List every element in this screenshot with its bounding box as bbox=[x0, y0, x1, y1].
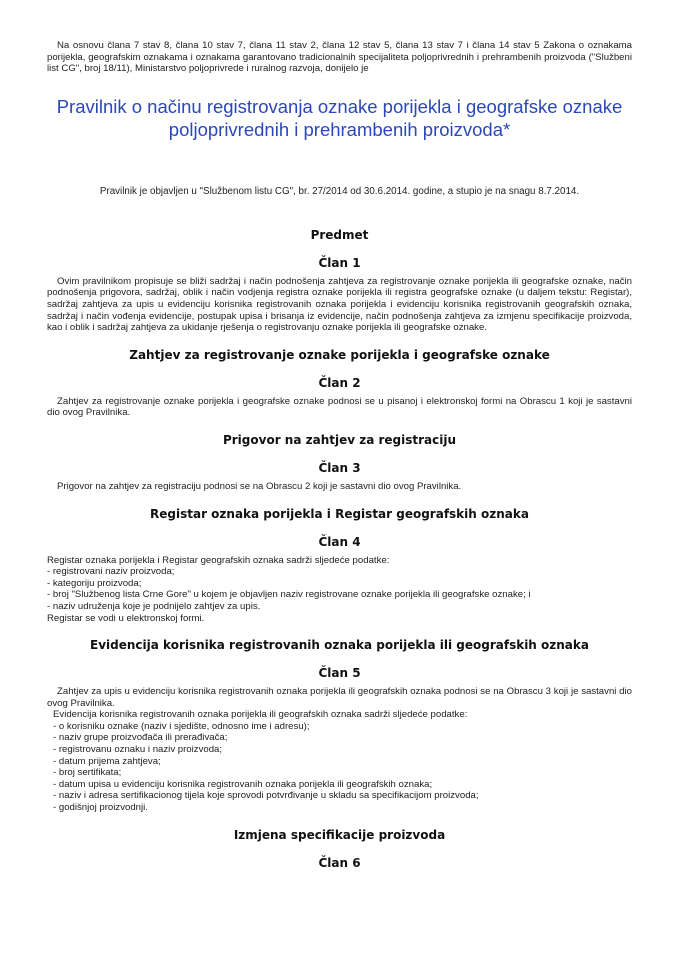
title-line-1: Pravilnik o načinu registrovanja oznake porijekla i geografske oznake bbox=[56, 95, 623, 117]
list-item: - registrovani naziv proizvoda; bbox=[47, 566, 175, 578]
list-item: - naziv udruženja koje je podnijelo zahtjev za upis. bbox=[47, 600, 261, 612]
section-heading: Zahtjev za registrovanje oznake porijekla i geografske oznake bbox=[129, 347, 550, 362]
section-heading: Predmet bbox=[310, 227, 369, 242]
article-text: Prigovor na zahtjev za registraciju podnosi se na Obrascu 2 koji je sastavni dio ovog Pravilnika. bbox=[57, 480, 462, 492]
list-line: Registar oznaka porijekla i Registar geografskih oznaka sadrži sljedeće podatke: bbox=[47, 554, 390, 566]
list-item: - naziv grupe proizvođača ili prerađivača; bbox=[53, 732, 228, 744]
document-title bbox=[47, 95, 632, 141]
article-number: Član 4 bbox=[318, 534, 361, 549]
article-text: Zahtjev za registrovanje oznake porijekla i geografske oznake podnosi se u pisanoj i elektronskoj formi na Obrascu 1 koji je sastavni dio ovog Pravilnika. bbox=[47, 395, 632, 419]
article-list bbox=[47, 709, 632, 813]
article-text: Ovim pravilnikom propisuje se bliži sadržaj i način podnošenja zahtjeva za registrovanje oznake porijekla ili geografske oznake, način podnošenja prigovora, sadržaj, oblik i način vodjenja registra oznake porijekla ili registra geografske oznake (u daljem tekstu: Registar), sadržaj zahtjeva za upis u evidenciju korisnika registrovanih oznaka porijekla i evidenciju korisnika registrovanih geografskih oznaka, sadržaj i način vođenja evidencije, postupak upisa i brisanja iz evidencije, način podnošenja zahtjeva za izmjenu specifikacije proizvoda, kao i oblik i sadržaj zahtjeva za ukidanje rješenja o registrovanju oznake porijekla ili geografske oznake. bbox=[47, 275, 632, 334]
article-number: Član 5 bbox=[318, 666, 361, 681]
article-list bbox=[47, 555, 632, 625]
section-heading: Evidencija korisnika registrovanih oznaka porijekla ili geografskih oznaka bbox=[90, 638, 589, 653]
article-text: Zahtjev za upis u evidenciju korisnika registrovanih oznaka porijekla ili geografskih oznaka podnosi se na Obrascu 3 koji je sastavni dio ovog Pravilnika. bbox=[47, 686, 632, 709]
section-heading: Prigovor na zahtjev za registraciju bbox=[222, 432, 457, 447]
article-number: Član 2 bbox=[318, 375, 361, 390]
list-item: - broj "Službenog lista Crne Gore" u kojem je objavljen naziv registrovane oznake porijekla ili geografske oznake; i bbox=[47, 589, 531, 601]
list-item: - o korisniku oznake (naziv i sjedište, odnosno ime i adresu); bbox=[53, 720, 310, 732]
list-item: - datum prijema zahtjeva; bbox=[53, 755, 161, 767]
section-heading: Registar oznaka porijekla i Registar geografskih oznaka bbox=[150, 506, 529, 521]
list-item: - registrovanu oznaku i naziv proizvoda; bbox=[53, 744, 223, 756]
article-number: Član 1 bbox=[318, 255, 361, 270]
list-line: Registar se vodi u elektronskoj formi. bbox=[47, 612, 205, 624]
article-number: Član 6 bbox=[318, 855, 361, 870]
preamble: Na osnovu člana 7 stav 8, člana 10 stav 7, člana 11 stav 2, člana 12 stav 5, člana 13 stav 7 i člana 14 stav 5 Zakona o oznakama porijekla, geografskim oznakama i oznakama garantovano tradicionalnih specijaliteta poljoprivrednih i prehrambenih proizvoda ("Službeni list CG", broj 18/11), Ministarstvo poljoprivrede i ruralnog razvoja, donijelo je bbox=[47, 40, 632, 75]
list-item: - broj sertifikata; bbox=[53, 767, 122, 779]
article-number: Član 3 bbox=[318, 460, 361, 475]
list-item: - kategoriju proizvoda; bbox=[47, 577, 142, 589]
title-line-2: poljoprivrednih i prehrambenih proizvoda* bbox=[168, 118, 511, 140]
list-item: - naziv i adresa sertifikacionog tijela koje sprovodi potvrđivanje u skladu sa specifikacijom proizvoda; bbox=[53, 790, 479, 802]
publication-note: Pravilnik je objavljen u "Službenom listu CG", br. 27/2014 od 30.6.2014. godine, a stupio je na snagu 8.7.2014. bbox=[99, 185, 580, 197]
section-heading: Izmjena specifikacije proizvoda bbox=[233, 827, 446, 842]
list-item: - godišnjoj proizvodnji. bbox=[53, 802, 148, 814]
list-line: Evidencija korisnika registrovanih oznaka porijekla ili geografskih oznaka sadrži sljedeće podatke: bbox=[53, 709, 468, 721]
list-item: - datum upisa u evidenciju korisnika registrovanih oznaka porijekla ili geografskih oznaka; bbox=[53, 778, 433, 790]
